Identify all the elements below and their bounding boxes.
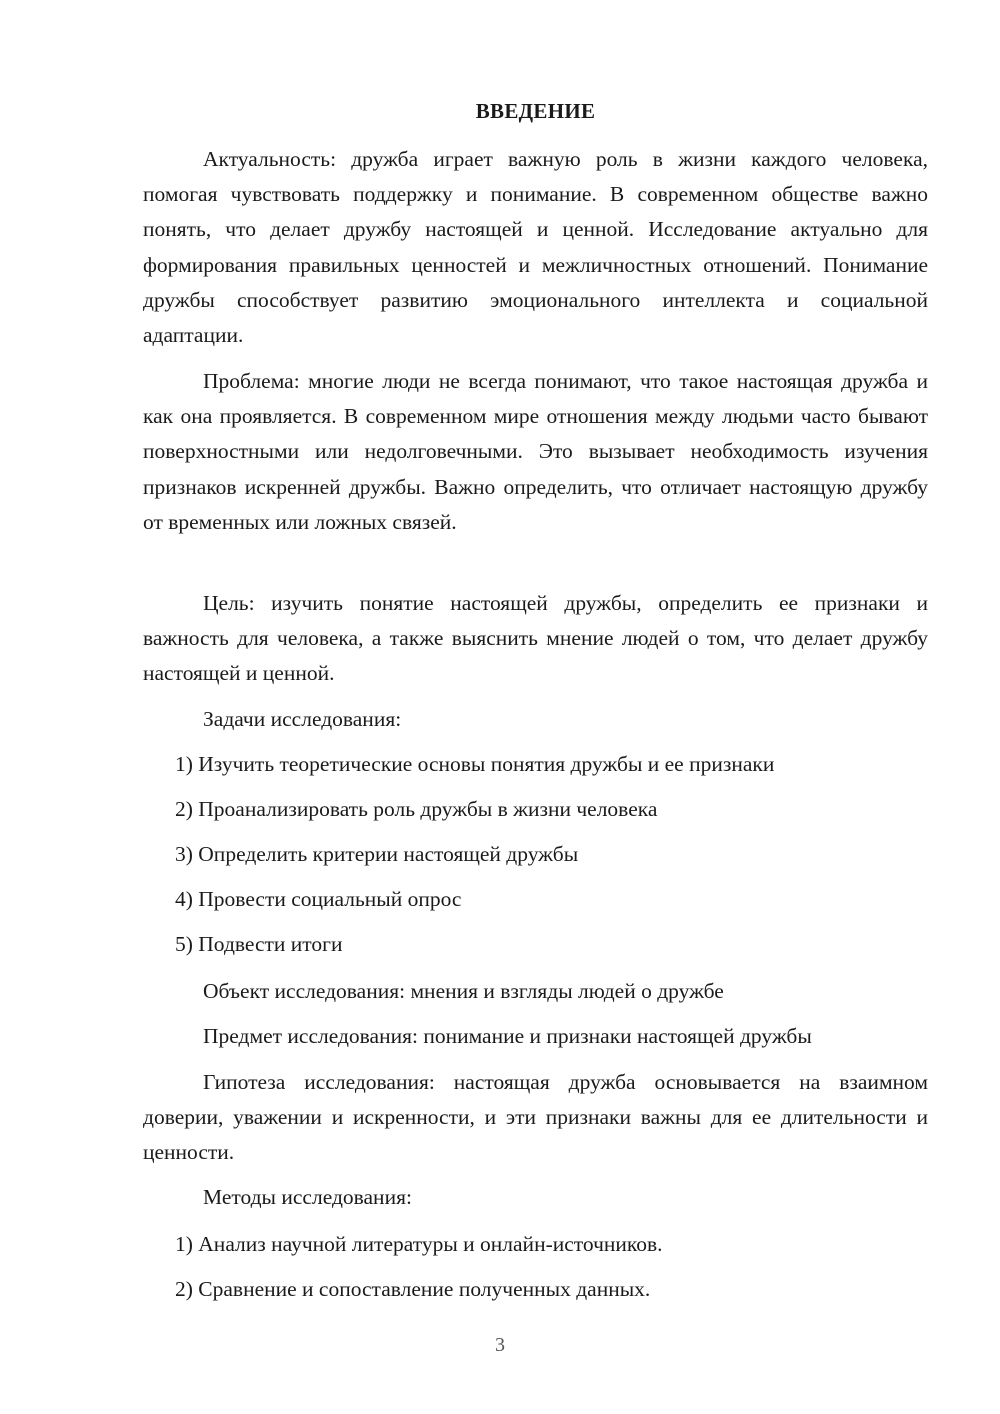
methods-heading: Методы исследования: [203, 1185, 412, 1209]
subject-line: Предмет исследования: понимание и признаки настоящей дружбы [203, 1024, 812, 1048]
task-item-2: 2) Проанализировать роль дружбы в жизни человека [175, 797, 658, 821]
hypothesis-paragraph: Гипотеза исследования: настоящая дружба основывается на взаимном доверии, уважении и искренности, и эти признаки важны для ее длительности и ценности. [143, 1070, 928, 1165]
task-item-1: 1) Изучить теоретические основы понятия дружбы и ее признаки [175, 752, 775, 776]
method-item-1: 1) Анализ научной литературы и онлайн-источников. [175, 1232, 663, 1256]
task-item-4: 4) Провести социальный опрос [175, 887, 462, 911]
method-item-2: 2) Сравнение и сопоставление полученных данных. [175, 1277, 651, 1301]
problem-paragraph: Проблема: многие люди не всегда понимают, что такое настоящая дружба и как она проявляется. В современном мире отношения между людьми часто бывают поверхностными или недолговечными. Это вызывает необходимость изучения признаков искренней дружбы. Важно определить, что отличает настоящую дружбу от временных или ложных связей. [143, 369, 928, 534]
relevance-paragraph: Актуальность: дружба играет важную роль в жизни каждого человека, помогая чувствовать поддержку и понимание. В современном обществе важно понять, что делает дружбу настоящей и ценной. Исследование актуально для формирования правильных ценностей и межличностных отношений. Понимание дружбы способствует развитию эмоционального интеллекта и социальной адаптации. [143, 147, 928, 348]
section-title: ВВЕДЕНИЕ [475, 99, 596, 123]
task-item-3: 3) Определить критерии настоящей дружбы [175, 842, 579, 866]
tasks-heading: Задачи исследования: [203, 707, 402, 731]
page-number: 3 [495, 1334, 505, 1356]
task-item-5: 5) Подвести итоги [175, 932, 343, 956]
goal-paragraph: Цель: изучить понятие настоящей дружбы, определить ее признаки и важность для человека, а также выяснить мнение людей о том, что делает дружбу настоящей и ценной. [143, 591, 928, 686]
object-line: Объект исследования: мнения и взгляды людей о дружбе [203, 979, 724, 1003]
